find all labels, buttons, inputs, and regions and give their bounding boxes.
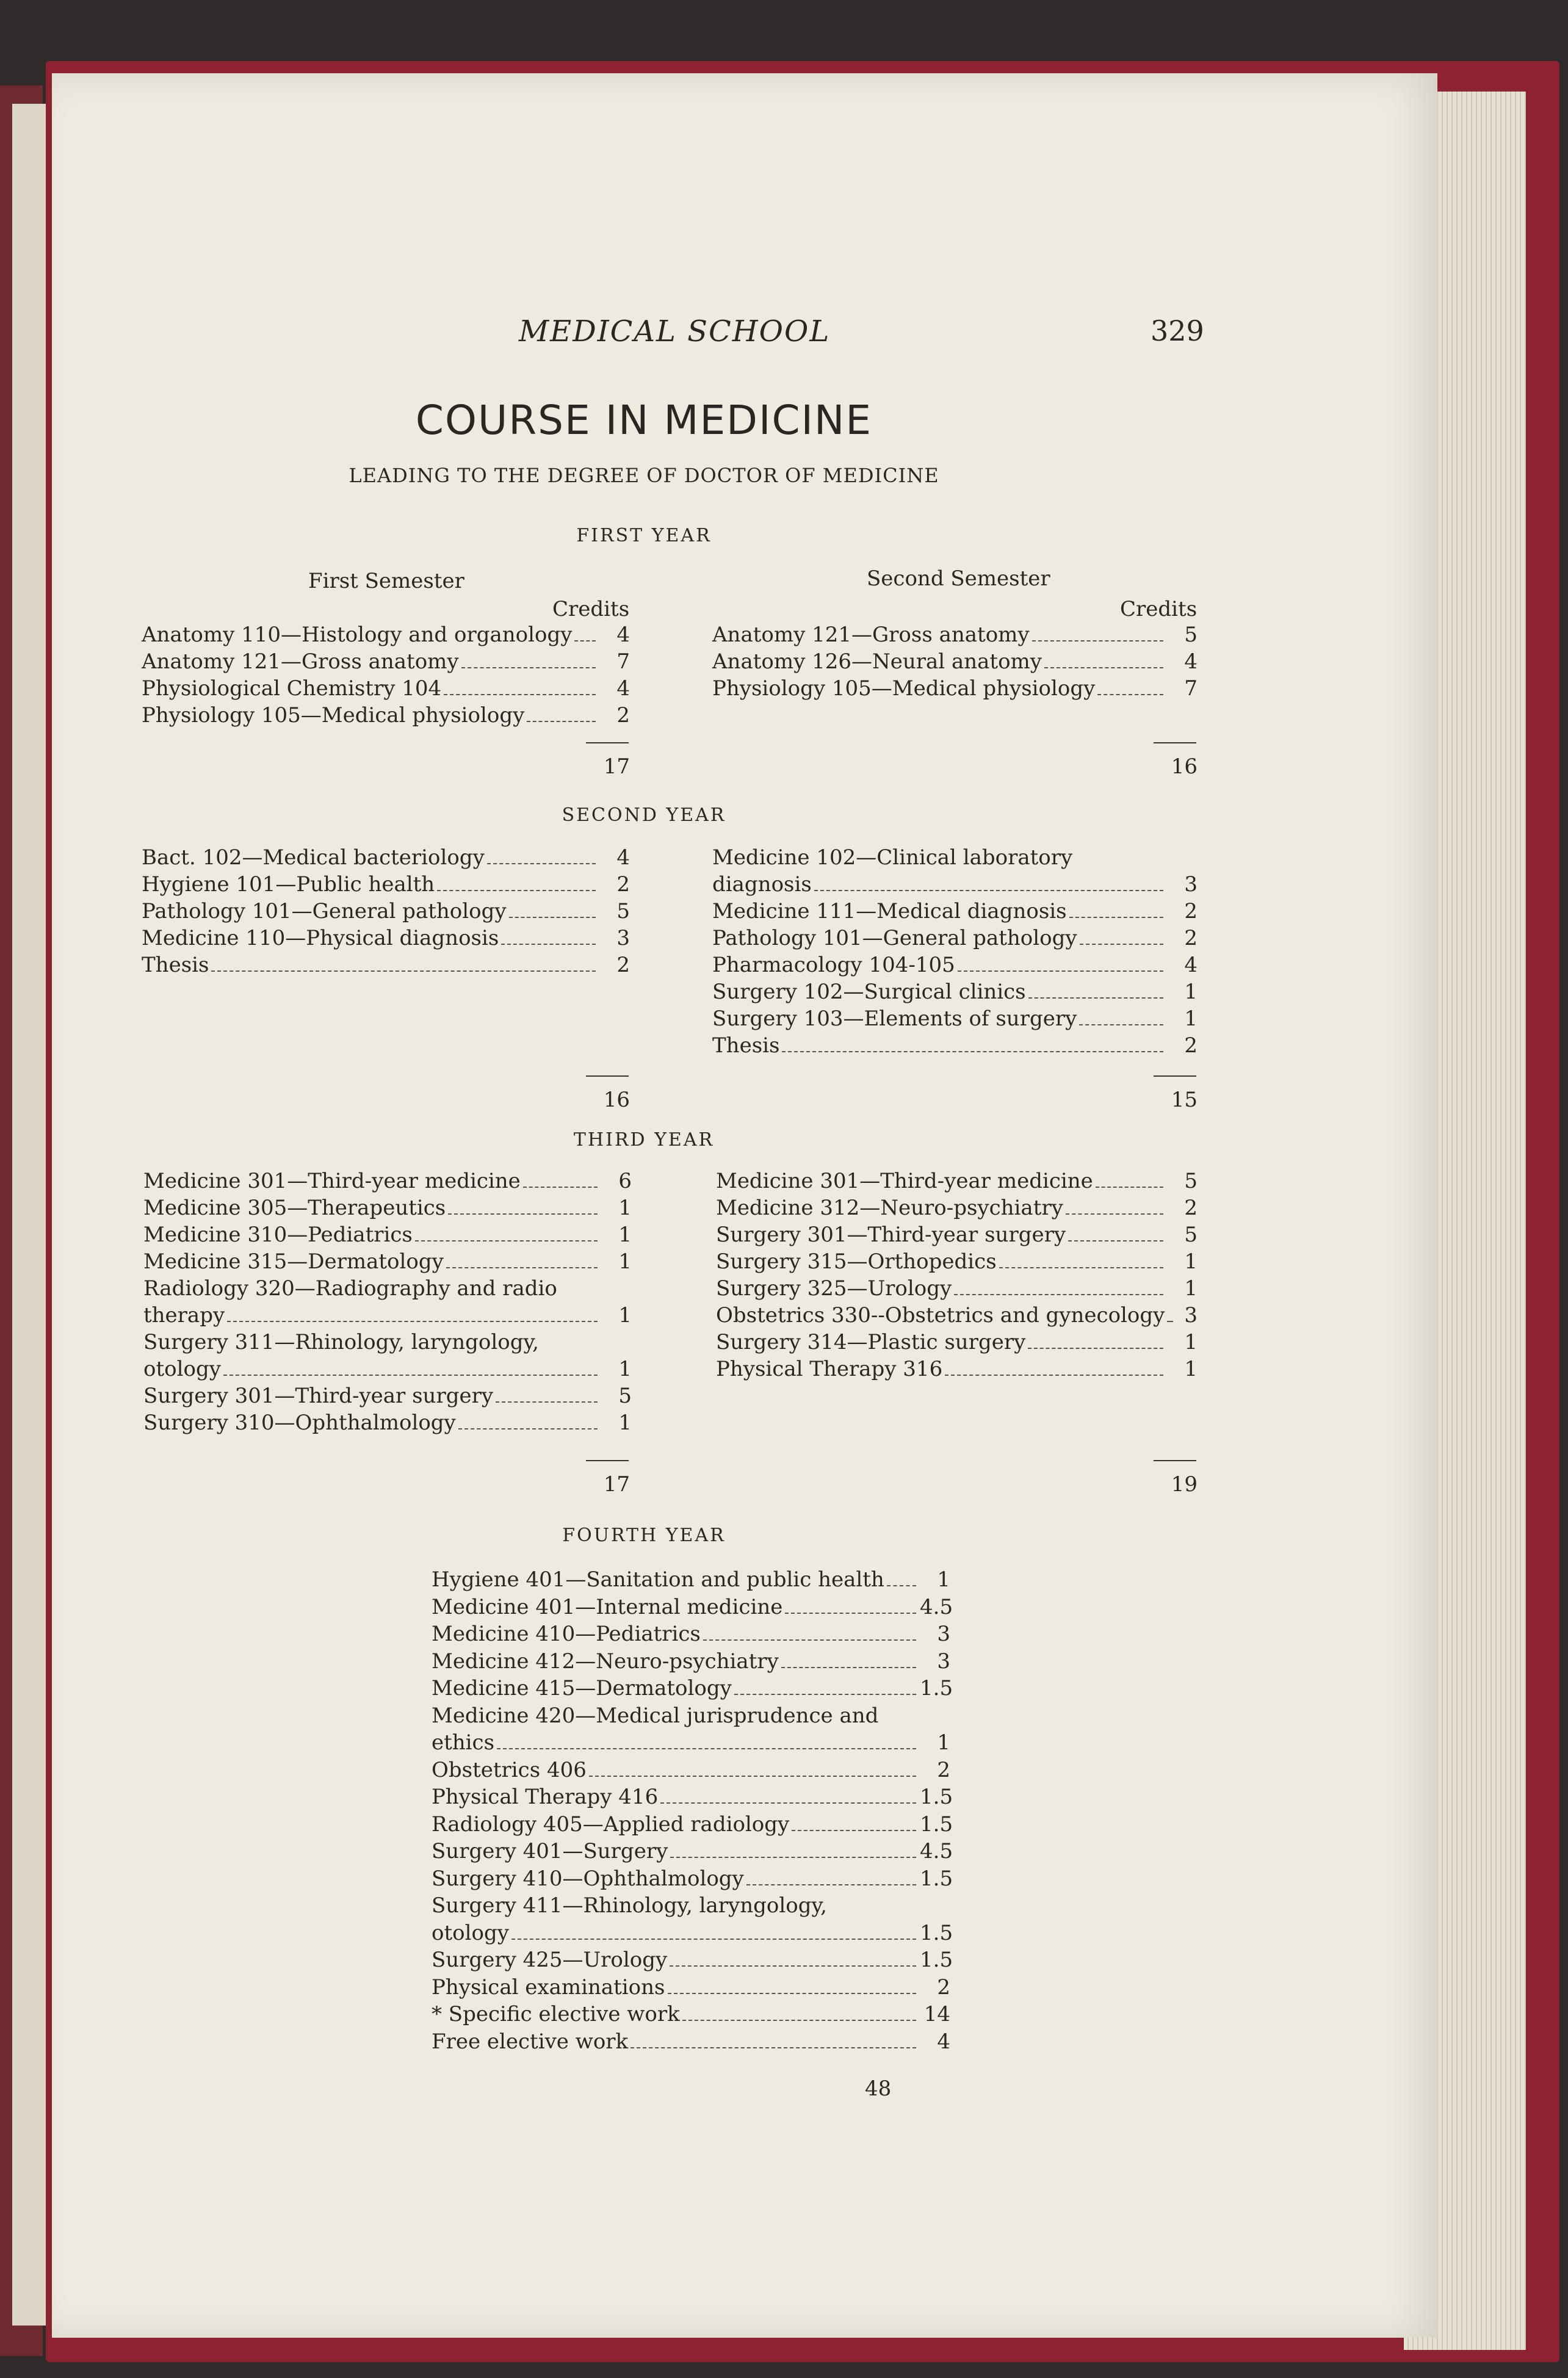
dot-leader [668,1993,917,1994]
course-name: Thesis [712,1033,780,1058]
dot-leader [782,1051,1163,1052]
course-name: Surgery 311—Rhinology, laryngology, [143,1330,539,1354]
course-row [142,953,630,980]
course-row [432,1839,953,1866]
course-credits: 1.5 [920,1866,953,1891]
total-rule [1154,1075,1196,1077]
course-credits: 1 [1184,1249,1198,1274]
dot-leader [1167,1321,1173,1322]
course-name: Obstetrics 330--Obstetrics and gynecology [716,1303,1165,1328]
course-row [432,1758,950,1785]
course-row [712,1033,1198,1060]
course-name: Anatomy 121—Gross anatomy [142,649,459,674]
course-row [432,1730,950,1757]
course-name: Surgery 103—Elements of surgery [712,1006,1077,1031]
dot-leader [496,1401,598,1403]
dot-leader [446,1267,598,1268]
course-row [712,649,1198,676]
course-credits: 1 [618,1249,632,1274]
course-credits: 1.5 [920,1920,953,1945]
course-credits: 1.5 [920,1785,953,1809]
course-row [142,703,630,730]
course-name: Surgery 425—Urology [432,1948,668,1972]
dot-leader [509,917,596,918]
dot-leader [1068,1240,1163,1241]
course-credits: 4 [616,845,630,870]
first-year-sem1-total: 17 [603,754,630,779]
course-credits: 1 [1184,1276,1198,1301]
second-semester-label: Second Semester [867,566,1050,591]
course-name: Medicine 415—Dermatology [432,1676,732,1700]
second-year-sem1-total: 16 [603,1088,630,1112]
course-row [143,1276,632,1303]
course-credits: 4.5 [920,1594,953,1619]
course-credits: 2 [937,1975,950,2000]
course-name: Surgery 325—Urology [716,1276,952,1301]
dot-leader [511,1939,916,1940]
total-rule [1154,1460,1196,1461]
first-semester-label: First Semester [308,569,464,593]
page-title: COURSE IN MEDICINE [415,397,873,444]
dot-leader [958,970,1163,972]
course-row [432,2029,950,2056]
dot-leader [887,1585,916,1586]
course-row [712,676,1198,703]
course-credits: 1 [618,1196,632,1220]
dot-leader [1096,1187,1163,1188]
course-credits: 1 [937,1567,950,1592]
course-row [432,1920,953,1948]
course-credits: 5 [1184,623,1198,647]
course-row [716,1276,1198,1303]
course-row [143,1169,632,1196]
course-credits: 2 [616,872,630,897]
dot-leader [1097,694,1163,695]
course-row [716,1357,1198,1384]
dot-leader [458,1428,598,1429]
course-row [142,926,630,953]
dot-leader [1080,944,1163,945]
page-subtitle: LEADING TO THE DEGREE OF DOCTOR OF MEDICINE [349,464,939,487]
credits-header-right: Credits [1120,597,1198,621]
course-row [432,1866,953,1893]
course-name: Surgery 310—Ophthalmology [143,1411,456,1435]
course-name: Surgery 314—Plastic surgery [716,1330,1026,1354]
course-name: Anatomy 121—Gross anatomy [712,623,1030,647]
dot-leader [1069,917,1163,918]
course-name: Medicine 310—Pediatrics [143,1223,413,1247]
dot-leader [589,1776,916,1777]
course-row [432,1785,953,1812]
dot-leader [670,1965,916,1967]
dot-leader [1032,640,1163,641]
course-credits: 2 [1184,926,1198,950]
course-credits: 4 [937,2029,950,2054]
dot-leader [781,1667,916,1668]
dot-leader [527,721,596,722]
course-row [432,1567,950,1594]
course-name: Pathology 101—General pathology [142,899,507,923]
course-name: Surgery 315—Orthopedics [716,1249,997,1274]
course-row [432,1948,953,1975]
course-row [712,1006,1198,1033]
course-row [143,1223,632,1249]
course-name: Surgery 301—Third-year surgery [143,1384,494,1408]
course-name: Free elective work [432,2029,629,2054]
course-row [432,1812,953,1839]
course-name: Medicine 412—Neuro-psychiatry [432,1649,779,1674]
course-name: Surgery 102—Surgical clinics [712,980,1026,1004]
course-credits: 3 [1184,872,1198,897]
fourth-year-heading: FOURTH YEAR [562,1525,726,1546]
dot-leader [1079,1024,1163,1025]
dot-leader [501,944,596,945]
left-page-sliver [12,104,49,2326]
third-year-sem2-total: 19 [1171,1472,1198,1497]
course-name: Medicine 410—Pediatrics [432,1622,701,1646]
second-year-heading: SECOND YEAR [562,804,726,826]
dot-leader [792,1830,916,1831]
dot-leader [523,1187,598,1188]
course-row [716,1249,1198,1276]
course-row [432,1676,953,1703]
course-credits: 5 [1184,1223,1198,1247]
course-credits: 14 [923,2002,950,2026]
dot-leader [703,1639,916,1641]
course-name: Medicine 102—Clinical laboratory [712,845,1073,870]
course-name: Surgery 301—Third-year surgery [716,1223,1066,1247]
dot-leader [746,1884,916,1885]
book-page [52,73,1437,2338]
course-credits: 5 [618,1384,632,1408]
total-rule [586,1460,629,1461]
course-credits: 1 [618,1411,632,1435]
dot-leader [437,890,596,891]
course-row [716,1169,1198,1196]
course-name: Medicine 315—Dermatology [143,1249,444,1274]
course-credits: 2 [616,703,630,728]
dot-leader [487,863,596,864]
course-name: Obstetrics 406 [432,1757,587,1782]
course-row [712,872,1198,899]
course-row [143,1357,632,1384]
course-name: Anatomy 126—Neural anatomy [712,649,1042,674]
course-name: Medicine 301—Third-year medicine [143,1169,521,1193]
dot-leader [1028,997,1163,999]
course-name: Surgery 401—Surgery [432,1839,668,1863]
course-row [142,676,630,703]
course-credits: 1 [937,1730,950,1755]
course-row [143,1196,632,1223]
course-row [432,1594,953,1622]
course-name: Physical Therapy 416 [432,1785,659,1809]
course-credits: 1 [618,1223,632,1247]
course-credits: 7 [1184,676,1198,701]
course-name: Surgery 410—Ophthalmology [432,1866,744,1891]
second-year-sem2-total: 15 [1171,1088,1198,1112]
course-row [432,1649,950,1676]
dot-leader [211,970,596,972]
course-credits: 1.5 [920,1948,953,1972]
course-name: Physiology 105—Medical physiology [712,676,1096,701]
course-credits: 1 [618,1357,632,1381]
course-name: Anatomy 110—Histology and organology [142,623,573,647]
first-year-sem2-total: 16 [1171,754,1198,779]
course-name: Physiological Chemistry 104 [142,676,442,701]
course-row [432,1622,950,1649]
course-name: Physiology 105—Medical physiology [142,703,525,728]
course-row [143,1330,632,1357]
course-name: Pharmacology 104-105 [712,953,955,977]
course-row [143,1411,632,1437]
total-rule [1154,742,1196,743]
course-name: Physical Therapy 316 [716,1357,943,1381]
dot-leader [999,1267,1163,1268]
course-credits: 1 [1184,1006,1198,1031]
course-row [712,899,1198,926]
dot-leader [444,694,596,695]
fourth-year-total: 48 [865,2076,892,2101]
course-row [142,623,630,649]
dot-leader [1044,667,1163,668]
dot-leader [682,2020,916,2021]
course-row [432,1704,950,1730]
course-name: Radiology 320—Radiography and radio [143,1276,557,1301]
course-row [716,1303,1198,1330]
course-name: Medicine 305—Therapeutics [143,1196,446,1220]
third-year-sem1-total: 17 [603,1472,630,1497]
course-credits: 7 [616,649,630,674]
course-row [716,1330,1198,1357]
course-name: diagnosis [712,872,812,897]
course-name: Surgery 411—Rhinology, laryngology, [432,1893,827,1918]
course-row [712,845,1198,872]
course-credits: 1 [1184,1330,1198,1354]
course-credits: 4 [616,623,630,647]
course-credits: 3 [616,926,630,950]
course-row [143,1249,632,1276]
course-credits: 2 [1184,899,1198,923]
course-credits: 1.5 [920,1676,953,1700]
course-credits: 4 [1184,953,1198,977]
dot-leader [945,1375,1163,1376]
course-name: Radiology 405—Applied radiology [432,1812,790,1837]
course-name: ethics [432,1730,495,1755]
total-rule [586,1075,629,1077]
course-name: Medicine 401—Internal medicine [432,1594,783,1619]
course-credits: 4 [616,676,630,701]
course-row [142,872,630,899]
course-row [432,2002,950,2029]
third-year-heading: THIRD YEAR [573,1129,715,1151]
course-name: otology [143,1357,221,1381]
course-credits: 5 [616,899,630,923]
dot-leader [448,1213,598,1215]
course-name: Medicine 111—Medical diagnosis [712,899,1067,923]
course-row [143,1384,632,1411]
dot-leader [785,1613,916,1614]
course-credits: 1 [1184,980,1198,1004]
course-credits: 2 [937,1757,950,1782]
course-row [712,953,1198,980]
course-name: therapy [143,1303,225,1328]
course-credits: 6 [618,1169,632,1193]
course-row [712,926,1198,953]
credits-header-left: Credits [552,597,630,621]
course-name: Hygiene 101—Public health [142,872,435,897]
dot-leader [415,1240,598,1241]
dot-leader [223,1375,598,1376]
dot-leader [734,1694,916,1695]
dot-leader [670,1857,916,1858]
dot-leader [461,667,596,668]
course-row [432,1975,950,2002]
course-credits: 2 [1184,1033,1198,1058]
dot-leader [227,1321,598,1322]
course-name: Medicine 110—Physical diagnosis [142,926,499,950]
course-row [142,649,630,676]
course-name: otology [432,1920,509,1945]
course-name: Physical examinations [432,1975,665,2000]
course-credits: 3 [937,1649,950,1674]
course-name: Medicine 301—Third-year medicine [716,1169,1093,1193]
course-credits: 1 [1184,1357,1198,1381]
course-credits: 4 [1184,649,1198,674]
course-credits: 5 [1184,1169,1198,1193]
course-credits: 2 [1184,1196,1198,1220]
course-row [716,1196,1198,1223]
course-row [716,1223,1198,1249]
page-number: 329 [1151,314,1204,347]
course-row [142,845,630,872]
dot-leader [1066,1213,1163,1215]
dot-leader [660,1802,916,1804]
course-name: Bact. 102—Medical bacteriology [142,845,485,870]
course-name: * Specific elective work [432,2002,680,2026]
course-credits: 3 [937,1622,950,1646]
course-credits: 1 [618,1303,632,1328]
course-credits: 4.5 [920,1839,953,1863]
total-rule [586,742,629,743]
first-year-heading: FIRST YEAR [576,525,712,546]
running-header: MEDICAL SCHOOL [519,314,831,349]
course-credits: 1.5 [920,1812,953,1837]
dot-leader [1028,1348,1163,1349]
course-name: Medicine 312—Neuro-psychiatry [716,1196,1063,1220]
course-row [432,1893,950,1920]
course-name: Medicine 420—Medical jurisprudence and [432,1703,879,1728]
course-credits: 3 [1184,1303,1198,1328]
course-row [143,1303,632,1330]
course-row [712,623,1198,649]
course-name: Hygiene 401—Sanitation and public health [432,1567,884,1592]
course-name: Thesis [142,953,209,977]
course-name: Pathology 101—General pathology [712,926,1077,950]
course-credits: 2 [616,953,630,977]
dot-leader [954,1294,1163,1295]
course-row [712,980,1198,1006]
dot-leader [574,640,596,641]
dot-leader [814,890,1163,891]
dot-leader [497,1748,916,1749]
dot-leader [630,2047,916,2048]
course-row [142,899,630,926]
